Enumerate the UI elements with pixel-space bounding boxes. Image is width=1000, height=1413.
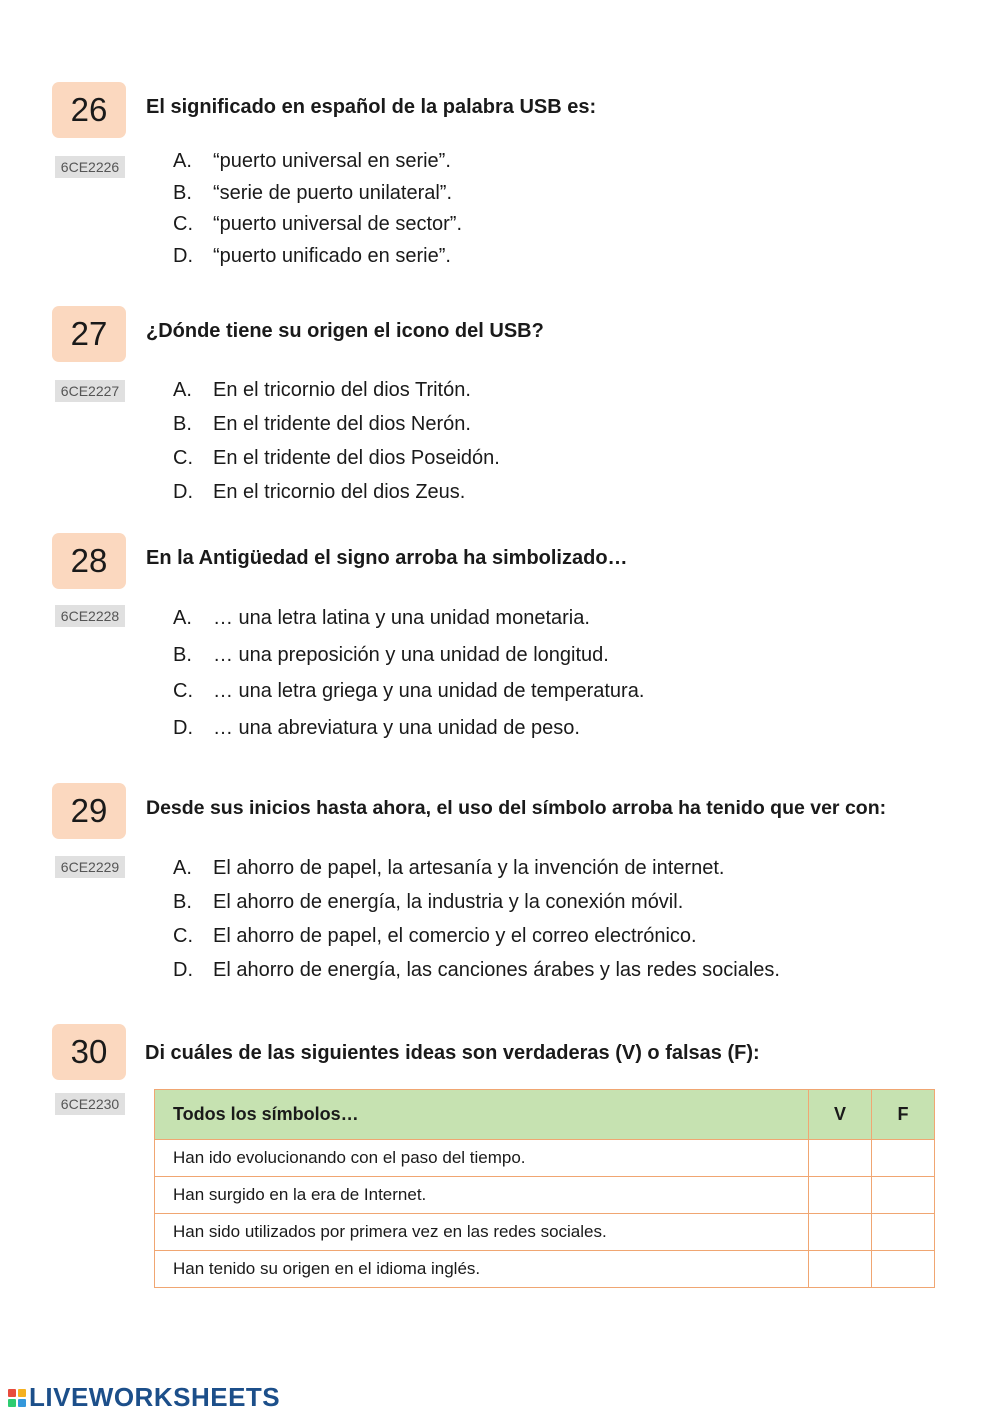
question-text: El significado en español de la palabra USB es: — [146, 96, 597, 118]
true-false-table — [154, 1089, 935, 1288]
option-d[interactable]: D. El ahorro de energía, las canciones árabes y las redes sociales. — [173, 959, 780, 981]
option-a[interactable]: A. El ahorro de papel, la artesanía y la invención de internet. — [173, 857, 725, 879]
false-answer-cell[interactable] — [872, 1177, 935, 1214]
question-number: 28 — [52, 533, 126, 589]
table-row — [155, 1140, 935, 1177]
question-number: 29 — [52, 783, 126, 839]
logo-square-icon — [18, 1399, 26, 1407]
logo-square-icon — [18, 1389, 26, 1397]
liveworksheets-logo[interactable] — [8, 1382, 280, 1413]
statement: Han tenido su origen en el idioma inglés. — [155, 1251, 809, 1288]
option-c[interactable]: C. El ahorro de papel, el comercio y el correo electrónico. — [173, 925, 697, 947]
true-answer-cell[interactable] — [809, 1214, 872, 1251]
true-answer-cell[interactable] — [809, 1251, 872, 1288]
false-answer-cell[interactable] — [872, 1251, 935, 1288]
options-list — [173, 600, 644, 746]
options-list — [173, 851, 780, 987]
statement: Han ido evolucionando con el paso del tiempo. — [155, 1140, 809, 1177]
question-text: En la Antigüedad el signo arroba ha simbolizado… — [146, 547, 628, 569]
true-answer-cell[interactable] — [809, 1177, 872, 1214]
table-row — [155, 1251, 935, 1288]
false-answer-cell[interactable] — [872, 1214, 935, 1251]
false-answer-cell[interactable] — [872, 1140, 935, 1177]
question-number: 26 — [52, 82, 126, 138]
table-header-row — [155, 1090, 935, 1140]
option-c[interactable]: C. En el tridente del dios Poseidón. — [173, 447, 500, 469]
question-text: ¿Dónde tiene su origen el icono del USB? — [146, 320, 544, 342]
question-code: 6CE2226 — [55, 156, 125, 178]
question-code: 6CE2228 — [55, 605, 125, 627]
table-row — [155, 1177, 935, 1214]
column-false-header: F — [872, 1090, 935, 1140]
option-d[interactable]: D. En el tricornio del dios Zeus. — [173, 481, 466, 503]
option-d[interactable]: D. … una abreviatura y una unidad de peso. — [173, 716, 580, 739]
statement: Han sido utilizados por primera vez en las redes sociales. — [155, 1214, 809, 1251]
column-true-header: V — [809, 1090, 872, 1140]
logo-grid-icon — [8, 1389, 26, 1407]
question-code: 6CE2229 — [55, 856, 125, 878]
option-b[interactable]: B. … una preposición y una unidad de longitud. — [173, 643, 609, 666]
table-row — [155, 1214, 935, 1251]
question-code: 6CE2227 — [55, 380, 125, 402]
question-text: Desde sus inicios hasta ahora, el uso del símbolo arroba ha tenido que ver con: — [146, 797, 887, 819]
options-list — [173, 146, 462, 272]
option-d[interactable]: D. “puerto unificado en serie”. — [173, 244, 451, 267]
question-text: Di cuáles de las siguientes ideas son verdaderas (V) o falsas (F): — [145, 1042, 760, 1064]
question-number: 27 — [52, 306, 126, 362]
option-a[interactable]: A. … una letra latina y una unidad monetaria. — [173, 607, 590, 629]
statement: Han surgido en la era de Internet. — [155, 1177, 809, 1214]
option-a[interactable]: A. En el tricornio del dios Tritón. — [173, 379, 471, 401]
logo-text: LIVEWORKSHEETS — [29, 1382, 281, 1412]
option-b[interactable]: B. “serie de puerto unilateral”. — [173, 181, 453, 204]
option-c[interactable]: C. “puerto universal de sector”. — [173, 213, 463, 235]
option-b[interactable]: B. El ahorro de energía, la industria y la conexión móvil. — [173, 891, 684, 913]
logo-square-icon — [8, 1399, 16, 1407]
question-number: 30 — [52, 1024, 126, 1080]
question-code: 6CE2230 — [55, 1093, 125, 1115]
option-b[interactable]: B. En el tridente del dios Nerón. — [173, 413, 471, 435]
option-a[interactable]: A. “puerto universal en serie”. — [173, 150, 451, 172]
logo-square-icon — [8, 1389, 16, 1397]
option-c[interactable]: C. … una letra griega y una unidad de temperatura. — [173, 680, 645, 702]
options-list — [173, 373, 500, 509]
table-header: Todos los símbolos… — [155, 1090, 809, 1140]
true-answer-cell[interactable] — [809, 1140, 872, 1177]
